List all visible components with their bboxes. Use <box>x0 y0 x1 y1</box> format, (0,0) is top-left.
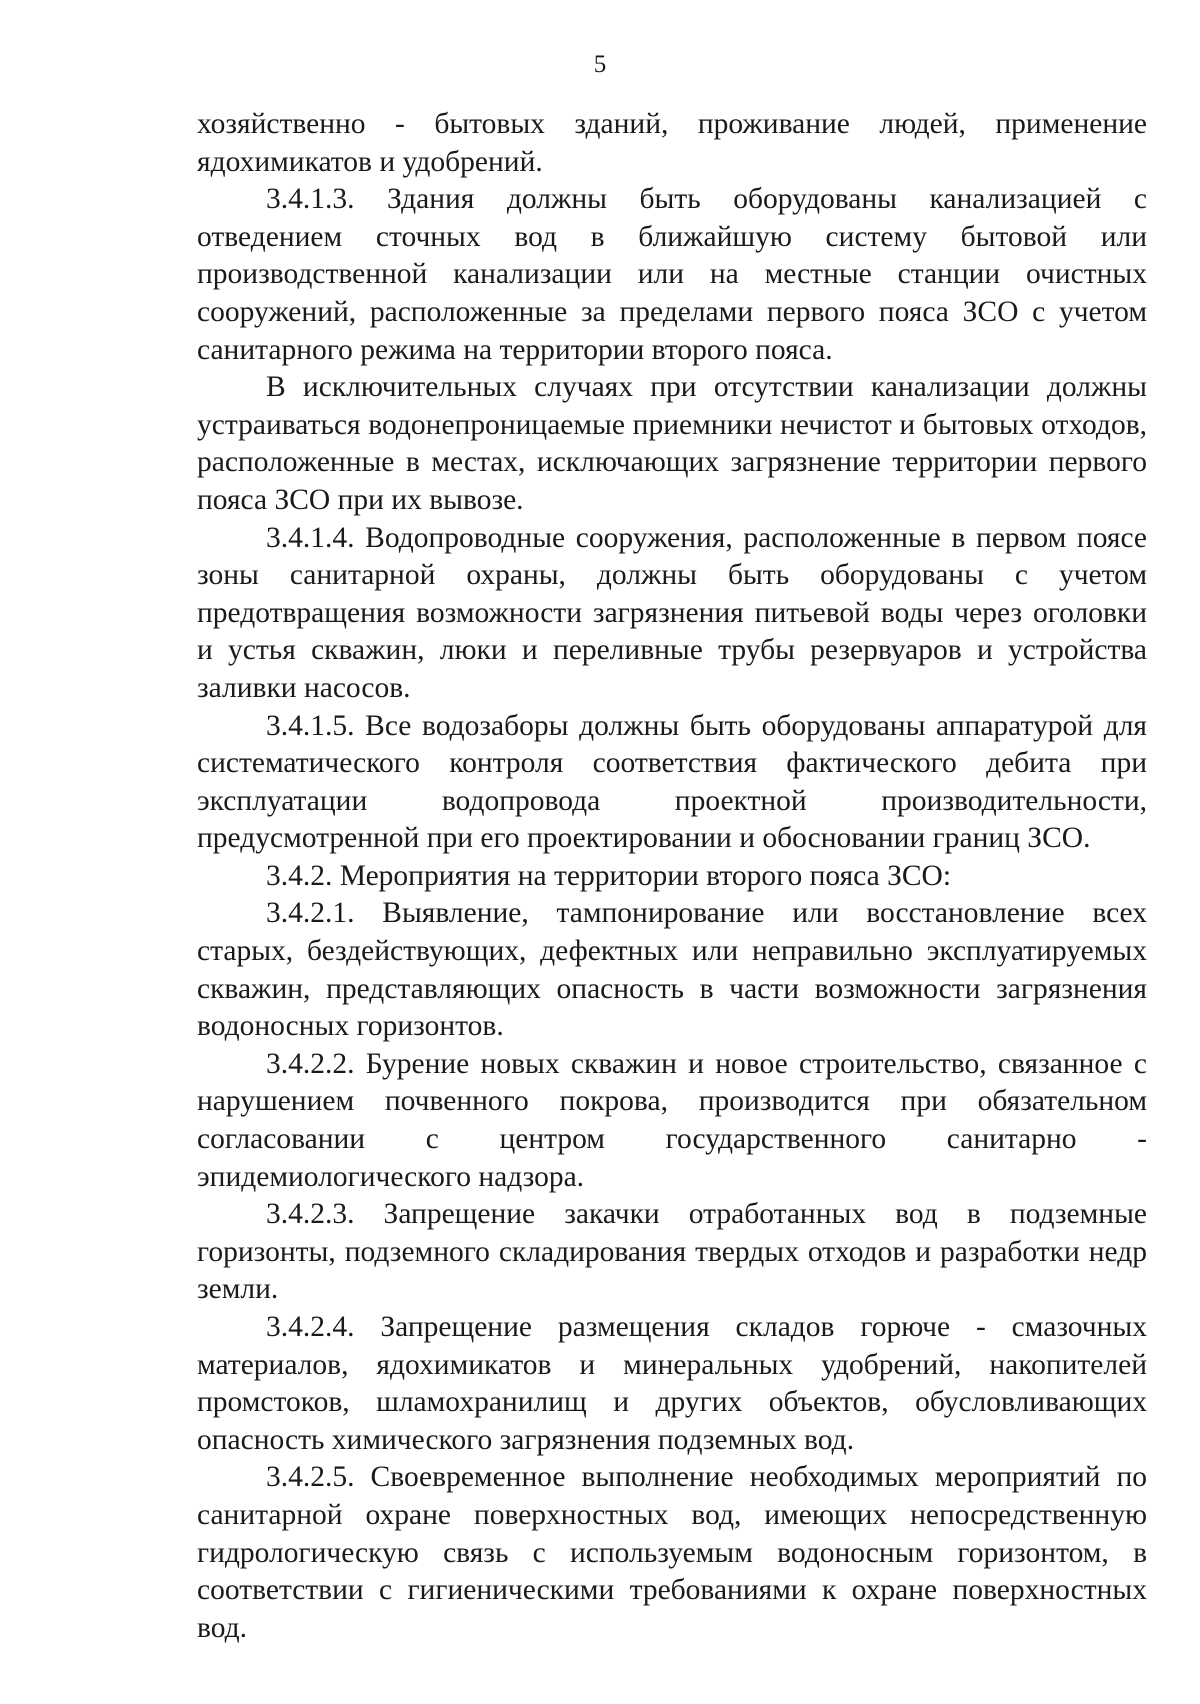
page-number: 5 <box>593 51 607 78</box>
paragraph-3-4-1-3: 3.4.1.3. Здания должны быть оборудованы канализацией с отведением сточных вод в ближайшую систему бытовой или производственной канализации или на местные станции очистных сооружений, расположенные за пределами первого пояса ЗСО с учетом санитарного режима на территории второго пояса. <box>197 183 1147 366</box>
paragraph-3-4-2-4: 3.4.2.4. Запрещение размещения складов горюче - смазочных материалов, ядохимикатов и минеральных удобрений, накопителей промстоков, шламохранилищ и других объектов, обусловливающих опасность химического загрязнения подземных вод. <box>197 1311 1147 1456</box>
paragraph-3-4-2-5: 3.4.2.5. Своевременное выполнение необходимых мероприятий по санитарной охране поверхностных вод, имеющих непосредственную гидрологическую связь с используемым водоносным горизонтом, в соответствии с гигиеническими требованиями к охране поверхностных вод. <box>197 1461 1147 1644</box>
paragraph-3-4-1-4: 3.4.1.4. Водопроводные сооружения, расположенные в первом поясе зоны санитарной охраны, должны быть оборудованы с учетом предотвращения возможности загрязнения питьевой воды через оголовки и устья скважин, люки и переливные трубы резервуаров и устройства заливки насосов. <box>197 521 1147 704</box>
paragraph-3-4-2-3: 3.4.2.3. Запрещение закачки отработанных вод в подземные горизонты, подземного складирования твердых отходов и разработки недр земли. <box>197 1198 1147 1306</box>
paragraph-3-4-2-1: 3.4.2.1. Выявление, тампонирование или восстановление всех старых, бездействующих, дефектных или неправильно эксплуатируемых скважин, представляющих опасность в части возможности загрязнения водоносных горизонтов. <box>197 897 1147 1043</box>
paragraph-3-4-1-5: 3.4.1.5. Все водозаборы должны быть оборудованы аппаратурой для систематического контроля соответствия фактического дебита при эксплуатации водопровода проектной производительности, предусмотренной при его проектировании и обосновании границ ЗСО. <box>197 709 1147 855</box>
paragraph-exceptional-cases: В исключительных случаях при отсутствии канализации должны устраиваться водонепроницаемые приемники нечистот и бытовых отходов, расположенные в местах, исключающих загрязнение территории первого пояса ЗСО при их вывозе. <box>197 371 1147 516</box>
paragraph-3-4-2-heading: 3.4.2. Мероприятия на территории второго пояса ЗСО: <box>266 859 952 892</box>
document-body <box>197 106 1147 1647</box>
paragraph-continuation: хозяйственно - бытовых зданий, проживание людей, применение ядохимикатов и удобрений. <box>197 108 1147 178</box>
paragraph-3-4-2-2: 3.4.2.2. Бурение новых скважин и новое строительство, связанное с нарушением почвенного покрова, производится при обязательном согласовании с центром государственного санитарно - эпидемиологического надзора. <box>197 1047 1147 1193</box>
